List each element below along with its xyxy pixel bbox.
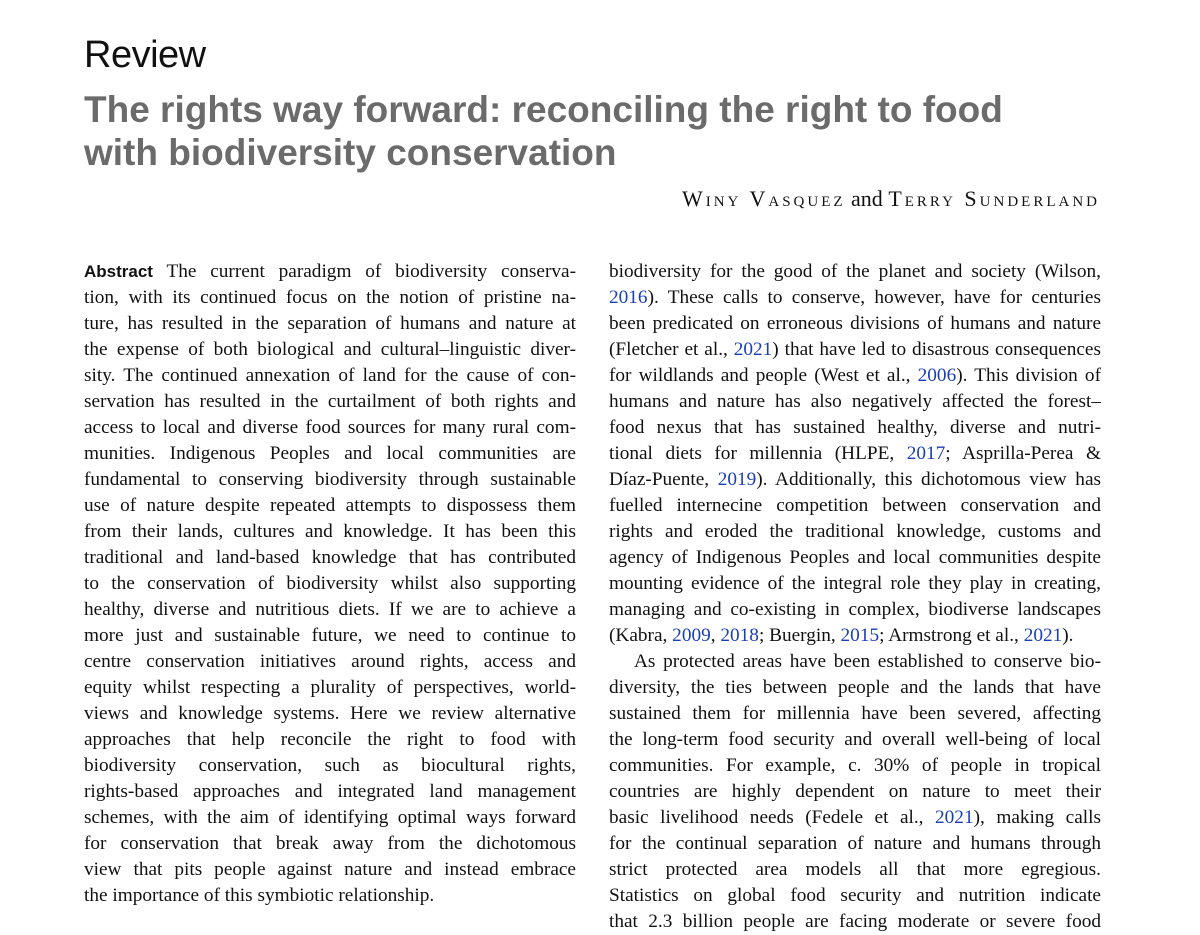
abstract-line: the importance of this symbiotic relationship. xyxy=(84,885,435,906)
citation-link[interactable]: 2006 xyxy=(917,365,957,386)
abstract-line: approaches that help reconcile the right to food with xyxy=(84,729,576,750)
author-name: Winy Vasquez xyxy=(681,186,846,211)
body-line: agency of Indigenous Peoples and local communities despite xyxy=(609,547,1101,568)
body-line: humans and nature has also negatively affected the forest– xyxy=(609,391,1101,412)
abstract-label: Abstract xyxy=(84,262,153,281)
article-title-line: with biodiversity conservation xyxy=(84,132,617,173)
citation-link[interactable]: 2021 xyxy=(1023,625,1063,646)
abstract-line: views and knowledge systems. Here we review alternative xyxy=(84,703,576,724)
body-line: communities. For example, c. 30% of people in tropical xyxy=(609,755,1101,776)
abstract-line: more just and sustainable future, we need to continue to xyxy=(84,625,576,646)
abstract-line: schemes, with the aim of identifying optimal ways forward xyxy=(84,807,576,828)
citation-link[interactable]: 2018 xyxy=(720,625,759,646)
body-line: rights and eroded the traditional knowledge, customs and xyxy=(609,521,1101,542)
abstract-line: access to local and diverse food sources for many rural com- xyxy=(84,417,576,438)
author-separator: and xyxy=(851,186,883,211)
abstract-line: biodiversity conservation, such as biocultural rights, xyxy=(84,755,576,776)
abstract-line: healthy, diverse and nutritious diets. If we are to achieve a xyxy=(84,599,576,620)
citation-link[interactable]: 2021 xyxy=(733,339,773,360)
body-line: managing and co-existing in complex, biodiverse landscapes xyxy=(609,599,1101,620)
body-line: for the continual separation of nature and humans through xyxy=(609,833,1101,854)
citation-link[interactable]: 2019 xyxy=(717,469,757,490)
section-label: Review xyxy=(84,34,206,76)
abstract-line: view that pits people against nature and instead embrace xyxy=(84,859,576,880)
abstract-line: the expense of both biological and cultural–linguistic diver- xyxy=(84,339,576,360)
abstract-line: sity. The continued annexation of land for the cause of con- xyxy=(84,365,576,386)
body-line: food nexus that has sustained healthy, diverse and nutri- xyxy=(609,417,1101,438)
body-line: Statistics on global food security and nutrition indicate xyxy=(609,885,1101,906)
body-line: Díaz-Puente, 2019). Additionally, this dichotomous view has xyxy=(609,469,1101,490)
author-list xyxy=(682,186,1100,212)
body-line: (Fletcher et al., 2021) that have led to disastrous consequences xyxy=(609,339,1101,360)
abstract-line: to the conservation of biodiversity whilst also supporting xyxy=(84,573,576,594)
body-line: countries are highly dependent on nature to meet their xyxy=(609,781,1101,802)
body-line: (Kabra, 2009, 2018; Buergin, 2015; Armstrong et al., 2021). xyxy=(609,625,1074,646)
body-line: strict protected area models all that more egregious. xyxy=(609,859,1101,880)
body-line: tional diets for millennia (HLPE, 2017; Asprilla-Perea & xyxy=(609,443,1101,464)
abstract-line: traditional and land-based knowledge that has contributed xyxy=(84,547,576,568)
article-title xyxy=(84,88,1114,174)
abstract-line: use of nature despite repeated attempts to dispossess them xyxy=(84,495,576,516)
abstract-line: rights-based approaches and integrated land management xyxy=(84,781,576,802)
body-line: biodiversity for the good of the planet and society (Wilson, xyxy=(609,261,1101,282)
body-line: sustained them for millennia have been severed, affecting xyxy=(609,703,1101,724)
abstract-column xyxy=(84,259,576,909)
body-line: mounting evidence of the integral role they play in creating, xyxy=(609,573,1101,594)
abstract-line: from their lands, cultures and knowledge. It has been this xyxy=(84,521,576,542)
body-line: that 2.3 billion people are facing moderate or severe food xyxy=(609,911,1101,932)
citation-link[interactable]: 2016 xyxy=(609,287,648,308)
body-line: As protected areas have been established to conserve bio- xyxy=(634,651,1101,672)
abstract-line: Abstract The current paradigm of biodiversity conserva- xyxy=(84,261,576,282)
body-line: for wildlands and people (West et al., 2006). This division of xyxy=(609,365,1101,386)
body-line: the long-term food security and overall well-being of local xyxy=(609,729,1101,750)
citation-link[interactable]: 2017 xyxy=(906,443,946,464)
abstract-line: for conservation that break away from the dichotomous xyxy=(84,833,576,854)
body-line: been predicated on erroneous divisions of humans and nature xyxy=(609,313,1101,334)
citation-link[interactable]: 2009 xyxy=(672,625,711,646)
abstract-line: tion, with its continued focus on the notion of pristine na- xyxy=(84,287,576,308)
abstract-line: servation has resulted in the curtailment of both rights and xyxy=(84,391,576,412)
abstract-line: equity whilst respecting a plurality of perspectives, world- xyxy=(84,677,576,698)
body-line: basic livelihood needs (Fedele et al., 2021), making calls xyxy=(609,807,1101,828)
abstract-line: fundamental to conserving biodiversity through sustainable xyxy=(84,469,576,490)
author-name: Terry Sunderland xyxy=(888,186,1100,211)
abstract-line: munities. Indigenous Peoples and local communities are xyxy=(84,443,576,464)
abstract-line: ture, has resulted in the separation of humans and nature at xyxy=(84,313,576,334)
abstract-line: centre conservation initiatives around rights, access and xyxy=(84,651,576,672)
citation-link[interactable]: 2021 xyxy=(935,807,974,828)
citation-link[interactable]: 2015 xyxy=(840,625,880,646)
body-line: diversity, the ties between people and the lands that have xyxy=(609,677,1101,698)
body-column xyxy=(609,259,1101,935)
body-line: 2016). These calls to conserve, however, have for centuries xyxy=(609,287,1101,308)
article-title-line: The rights way forward: reconciling the right to food xyxy=(84,89,1003,130)
body-line: fuelled internecine competition between conservation and xyxy=(609,495,1101,516)
